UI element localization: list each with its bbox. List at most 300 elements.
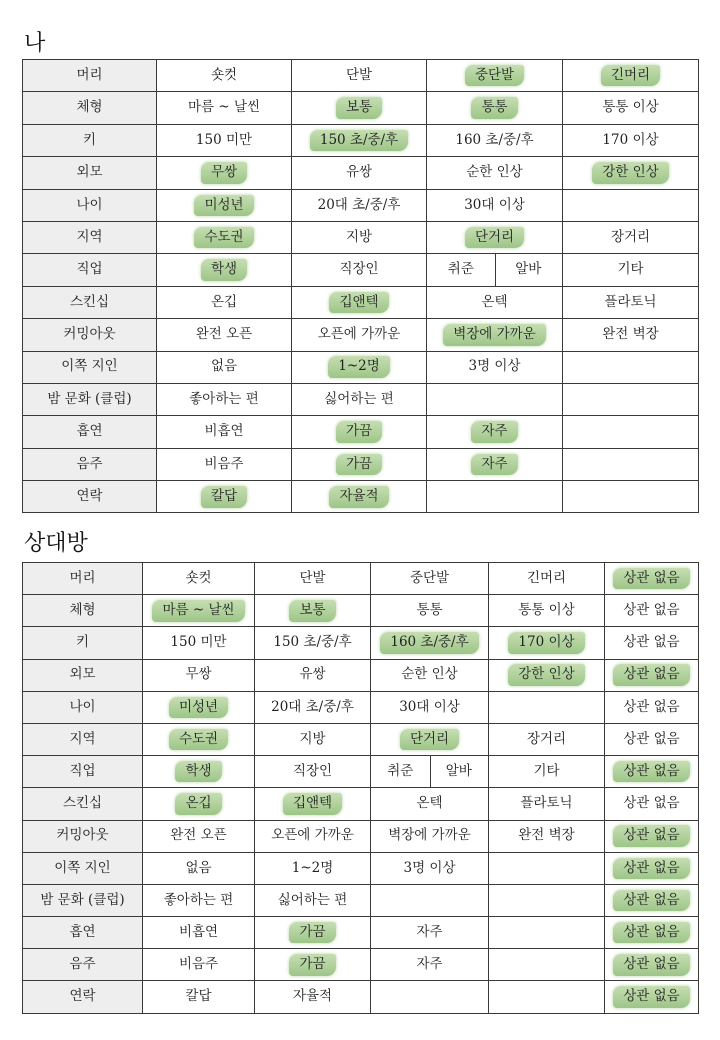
empty-cell bbox=[371, 884, 489, 916]
option-cell-selected bbox=[157, 254, 292, 286]
option-cell bbox=[157, 60, 292, 92]
highlighted-option-text: 칼답 bbox=[201, 486, 247, 508]
highlighted-option-text: 강한 인상 bbox=[508, 664, 584, 686]
row-label: 체형 bbox=[23, 595, 143, 627]
split-option-half bbox=[427, 254, 496, 285]
option-cell bbox=[563, 319, 699, 351]
option-text: 자주 bbox=[416, 956, 443, 973]
option-cell-selected bbox=[605, 659, 699, 691]
section-title-partner: 상대방 bbox=[24, 531, 88, 556]
option-cell-selected bbox=[143, 595, 255, 627]
option-text: 알바 bbox=[445, 762, 472, 779]
row-label: 음주 bbox=[23, 448, 157, 480]
option-cell-selected bbox=[489, 659, 605, 691]
option-cell-selected bbox=[427, 319, 563, 351]
option-cell-selected bbox=[427, 60, 563, 92]
option-cell-selected bbox=[427, 416, 563, 448]
highlighted-option-text: 미성년 bbox=[194, 195, 253, 217]
option-cell bbox=[143, 949, 255, 981]
table-row bbox=[23, 221, 699, 253]
option-text: 장거리 bbox=[526, 730, 567, 747]
highlighted-option-text: 단거리 bbox=[400, 729, 459, 751]
option-text: 좋아하는 편 bbox=[189, 390, 259, 407]
option-cell bbox=[427, 351, 563, 383]
table-row bbox=[23, 481, 699, 513]
option-text: 온텍 bbox=[481, 293, 508, 310]
option-cell bbox=[605, 788, 699, 820]
option-cell-selected bbox=[157, 221, 292, 253]
option-cell bbox=[563, 286, 699, 318]
table-row bbox=[23, 254, 699, 286]
section-title-me: 나 bbox=[24, 31, 46, 56]
highlighted-option-text: 미성년 bbox=[169, 697, 228, 719]
option-cell-selected bbox=[605, 756, 699, 788]
option-cell bbox=[371, 691, 489, 723]
empty-cell bbox=[563, 416, 699, 448]
empty-cell bbox=[489, 884, 605, 916]
option-cell-selected bbox=[292, 124, 427, 156]
split-option-half bbox=[495, 254, 563, 285]
option-text: 상관 없음 bbox=[623, 602, 680, 619]
option-cell bbox=[157, 286, 292, 318]
table-row bbox=[23, 351, 699, 383]
empty-cell bbox=[489, 852, 605, 884]
option-cell bbox=[489, 563, 605, 595]
option-cell bbox=[605, 723, 699, 755]
highlighted-option-text: 온깁 bbox=[175, 793, 221, 815]
option-cell-selected bbox=[427, 448, 563, 480]
table-row bbox=[23, 92, 699, 124]
profile-table-partner bbox=[22, 562, 699, 1014]
row-label: 머리 bbox=[23, 60, 157, 92]
option-cell bbox=[371, 788, 489, 820]
table-row bbox=[23, 884, 699, 916]
option-text: 완전 오픈 bbox=[170, 827, 227, 844]
option-cell bbox=[143, 563, 255, 595]
table-row bbox=[23, 949, 699, 981]
option-text: 마름 ~ 날씬 bbox=[187, 99, 261, 116]
option-text: 취준 bbox=[447, 261, 474, 278]
highlighted-option-text: 150 초/중/후 bbox=[310, 130, 408, 152]
option-text: 통통 이상 bbox=[602, 99, 659, 116]
table-row bbox=[23, 60, 699, 92]
option-cell-selected bbox=[292, 92, 427, 124]
option-cell bbox=[143, 659, 255, 691]
option-text: 통통 이상 bbox=[518, 602, 575, 619]
option-cell bbox=[292, 319, 427, 351]
option-text: 상관 없음 bbox=[623, 730, 680, 747]
option-cell-selected bbox=[427, 92, 563, 124]
table-row bbox=[23, 595, 699, 627]
option-cell-selected bbox=[292, 481, 427, 513]
highlighted-option-text: 보통 bbox=[289, 600, 335, 622]
option-cell-selected bbox=[489, 627, 605, 659]
option-cell bbox=[427, 124, 563, 156]
option-cell-selected bbox=[143, 788, 255, 820]
option-text: 20대 초/중/후 bbox=[317, 196, 401, 213]
option-cell bbox=[157, 416, 292, 448]
option-cell bbox=[157, 351, 292, 383]
split-option-half bbox=[371, 756, 431, 787]
option-text: 벽장에 가까운 bbox=[388, 827, 471, 844]
option-cell-selected bbox=[157, 481, 292, 513]
option-cell bbox=[255, 852, 371, 884]
option-cell bbox=[489, 788, 605, 820]
option-text: 칼답 bbox=[185, 988, 212, 1005]
row-label: 지역 bbox=[23, 221, 157, 253]
option-text: 중단발 bbox=[409, 569, 450, 586]
option-cell bbox=[255, 563, 371, 595]
empty-cell bbox=[371, 981, 489, 1013]
empty-cell bbox=[489, 949, 605, 981]
option-text: 지방 bbox=[345, 228, 373, 245]
highlighted-option-text: 중단발 bbox=[465, 65, 524, 87]
highlighted-option-text: 통통 bbox=[471, 97, 517, 119]
option-text: 3명 이상 bbox=[403, 859, 456, 876]
table-row bbox=[23, 124, 699, 156]
option-cell bbox=[371, 563, 489, 595]
option-cell bbox=[427, 189, 563, 221]
highlighted-option-text: 자율적 bbox=[329, 486, 388, 508]
option-text: 온텍 bbox=[416, 795, 443, 812]
empty-cell bbox=[489, 691, 605, 723]
option-text: 긴머리 bbox=[526, 569, 567, 586]
option-text: 단발 bbox=[299, 569, 326, 586]
table-row bbox=[23, 756, 699, 788]
row-label: 밤 문화 (클럽) bbox=[23, 884, 143, 916]
option-cell-selected bbox=[605, 981, 699, 1013]
option-cell bbox=[157, 124, 292, 156]
row-label: 머리 bbox=[23, 563, 143, 595]
option-text: 단발 bbox=[345, 66, 373, 83]
option-cell bbox=[292, 60, 427, 92]
option-text: 150 초/중/후 bbox=[273, 634, 352, 651]
row-label: 나이 bbox=[23, 691, 143, 723]
highlighted-option-text: 상관 없음 bbox=[613, 890, 689, 912]
option-cell-selected bbox=[563, 60, 699, 92]
option-cell-selected bbox=[143, 756, 255, 788]
option-cell bbox=[371, 820, 489, 852]
option-cell bbox=[157, 383, 292, 415]
table-row bbox=[23, 627, 699, 659]
option-cell bbox=[563, 92, 699, 124]
row-label: 연락 bbox=[23, 981, 143, 1013]
option-cell bbox=[563, 221, 699, 253]
option-cell bbox=[489, 595, 605, 627]
option-cell bbox=[292, 157, 427, 189]
option-cell bbox=[255, 981, 371, 1013]
empty-cell bbox=[489, 917, 605, 949]
empty-cell bbox=[563, 383, 699, 415]
row-label: 나이 bbox=[23, 189, 157, 221]
empty-cell bbox=[563, 481, 699, 513]
option-text: 30대 이상 bbox=[399, 698, 460, 715]
row-label: 스킨십 bbox=[23, 286, 157, 318]
option-cell bbox=[255, 627, 371, 659]
option-cell bbox=[427, 286, 563, 318]
option-cell bbox=[255, 691, 371, 723]
option-cell bbox=[143, 820, 255, 852]
highlighted-option-text: 단거리 bbox=[465, 227, 524, 249]
option-text: 160 초/중/후 bbox=[455, 131, 534, 148]
highlighted-option-text: 170 이상 bbox=[508, 632, 584, 654]
option-cell bbox=[371, 949, 489, 981]
option-text: 좋아하는 편 bbox=[163, 891, 234, 908]
highlighted-option-text: 상관 없음 bbox=[613, 922, 689, 944]
option-cell-selected bbox=[292, 286, 427, 318]
option-text: 150 미만 bbox=[195, 131, 253, 148]
option-text: 플라토닉 bbox=[520, 795, 573, 812]
highlighted-option-text: 상관 없음 bbox=[613, 954, 689, 976]
option-cell bbox=[427, 157, 563, 189]
option-cell bbox=[157, 448, 292, 480]
table-row bbox=[23, 852, 699, 884]
option-text: 30대 이상 bbox=[464, 196, 525, 213]
option-text: 오픈에 가까운 bbox=[271, 827, 354, 844]
option-text: 숏컷 bbox=[210, 66, 238, 83]
table-row bbox=[23, 319, 699, 351]
highlighted-option-text: 가끔 bbox=[289, 922, 335, 944]
empty-cell bbox=[427, 383, 563, 415]
option-cell-selected bbox=[605, 820, 699, 852]
table-row bbox=[23, 286, 699, 318]
highlighted-option-text: 수도권 bbox=[169, 729, 228, 751]
option-cell-selected bbox=[605, 852, 699, 884]
highlighted-option-text: 학생 bbox=[175, 761, 221, 783]
option-cell bbox=[157, 319, 292, 351]
option-cell bbox=[371, 659, 489, 691]
option-text: 기타 bbox=[533, 762, 560, 779]
table-row bbox=[23, 981, 699, 1013]
option-cell bbox=[605, 595, 699, 627]
row-label: 연락 bbox=[23, 481, 157, 513]
option-cell-selected bbox=[605, 949, 699, 981]
option-cell-selected bbox=[371, 627, 489, 659]
option-text: 상관 없음 bbox=[623, 698, 680, 715]
option-text: 완전 벽장 bbox=[602, 326, 659, 343]
row-label: 외모 bbox=[23, 659, 143, 691]
row-label: 키 bbox=[23, 124, 157, 156]
option-cell-selected bbox=[255, 788, 371, 820]
highlighted-option-text: 무쌍 bbox=[201, 162, 247, 184]
highlighted-option-text: 가끔 bbox=[336, 454, 382, 476]
option-cell bbox=[371, 917, 489, 949]
split-option-cell bbox=[427, 254, 563, 286]
option-cell-selected bbox=[292, 448, 427, 480]
option-cell-selected bbox=[143, 691, 255, 723]
option-text: 자주 bbox=[416, 923, 443, 940]
option-text: 170 이상 bbox=[602, 131, 659, 148]
option-cell bbox=[143, 852, 255, 884]
highlighted-option-text: 자주 bbox=[471, 421, 517, 443]
highlighted-option-text: 긴머리 bbox=[601, 65, 660, 87]
option-text: 상관 없음 bbox=[623, 634, 680, 651]
option-text: 없음 bbox=[210, 358, 238, 375]
highlighted-option-text: 수도권 bbox=[194, 227, 253, 249]
option-text: 직장인 bbox=[339, 261, 379, 278]
option-cell bbox=[371, 595, 489, 627]
option-cell bbox=[157, 92, 292, 124]
option-text: 취준 bbox=[387, 762, 414, 779]
option-cell bbox=[292, 383, 427, 415]
option-cell bbox=[143, 917, 255, 949]
empty-cell bbox=[563, 448, 699, 480]
option-text: 완전 오픈 bbox=[195, 326, 253, 343]
option-text: 비음주 bbox=[178, 956, 219, 973]
highlighted-option-text: 가끔 bbox=[336, 421, 382, 443]
option-cell bbox=[563, 254, 699, 286]
row-label: 커밍아웃 bbox=[23, 319, 157, 351]
option-text: 장거리 bbox=[610, 228, 651, 245]
option-cell bbox=[489, 756, 605, 788]
option-cell-selected bbox=[605, 884, 699, 916]
option-text: 플라토닉 bbox=[604, 293, 657, 310]
split-option-cell bbox=[371, 756, 489, 788]
option-cell-selected bbox=[255, 949, 371, 981]
option-text: 싫어하는 편 bbox=[324, 390, 394, 407]
option-cell-selected bbox=[605, 563, 699, 595]
table-row bbox=[23, 659, 699, 691]
table-row bbox=[23, 448, 699, 480]
highlighted-option-text: 상관 없음 bbox=[613, 858, 689, 880]
table-row bbox=[23, 723, 699, 755]
option-text: 지방 bbox=[299, 730, 326, 747]
option-cell bbox=[489, 820, 605, 852]
row-label: 직업 bbox=[23, 756, 143, 788]
option-text: 직장인 bbox=[292, 762, 333, 779]
empty-cell bbox=[489, 981, 605, 1013]
option-cell bbox=[143, 627, 255, 659]
table-row bbox=[23, 917, 699, 949]
option-cell-selected bbox=[292, 351, 427, 383]
option-cell bbox=[292, 221, 427, 253]
option-cell bbox=[292, 189, 427, 221]
option-cell bbox=[605, 627, 699, 659]
option-cell bbox=[563, 124, 699, 156]
table-row bbox=[23, 189, 699, 221]
highlighted-option-text: 상관 없음 bbox=[613, 825, 689, 847]
option-cell-selected bbox=[371, 723, 489, 755]
option-cell bbox=[255, 756, 371, 788]
option-text: 무쌍 bbox=[185, 666, 212, 683]
highlighted-option-text: 1~2명 bbox=[328, 356, 390, 378]
highlighted-option-text: 마름 ~ 날씬 bbox=[152, 600, 244, 622]
option-cell bbox=[371, 852, 489, 884]
table-row bbox=[23, 820, 699, 852]
table-row bbox=[23, 157, 699, 189]
option-text: 싫어하는 편 bbox=[277, 891, 348, 908]
option-text: 숏컷 bbox=[185, 569, 212, 586]
row-label: 외모 bbox=[23, 157, 157, 189]
option-cell-selected bbox=[157, 157, 292, 189]
option-text: 자율적 bbox=[292, 988, 333, 1005]
option-cell bbox=[292, 254, 427, 286]
option-cell-selected bbox=[427, 221, 563, 253]
row-label: 체형 bbox=[23, 92, 157, 124]
row-label: 밤 문화 (클럽) bbox=[23, 383, 157, 415]
highlighted-option-text: 상관 없음 bbox=[613, 761, 689, 783]
highlighted-option-text: 보통 bbox=[336, 97, 382, 119]
table-row bbox=[23, 563, 699, 595]
highlighted-option-text: 가끔 bbox=[289, 954, 335, 976]
option-text: 1~2명 bbox=[291, 859, 334, 876]
option-text: 완전 벽장 bbox=[518, 827, 575, 844]
option-text: 유쌍 bbox=[345, 164, 373, 181]
option-text: 비음주 bbox=[204, 455, 244, 472]
option-cell-selected bbox=[255, 917, 371, 949]
empty-cell bbox=[427, 481, 563, 513]
row-label: 스킨십 bbox=[23, 788, 143, 820]
option-text: 통통 bbox=[416, 602, 443, 619]
option-text: 3명 이상 bbox=[468, 358, 521, 375]
row-label: 키 bbox=[23, 627, 143, 659]
option-cell-selected bbox=[292, 416, 427, 448]
row-label: 이쪽 지인 bbox=[23, 852, 143, 884]
highlighted-option-text: 자주 bbox=[471, 454, 517, 476]
option-cell-selected bbox=[157, 189, 292, 221]
highlighted-option-text: 상관 없음 bbox=[613, 986, 689, 1008]
option-text: 비흡연 bbox=[178, 923, 219, 940]
row-label: 음주 bbox=[23, 949, 143, 981]
split-option-half bbox=[430, 756, 489, 787]
highlighted-option-text: 160 초/중/후 bbox=[380, 632, 478, 654]
option-text: 오픈에 가까운 bbox=[317, 326, 401, 343]
option-text: 20대 초/중/후 bbox=[271, 698, 354, 715]
row-label: 이쪽 지인 bbox=[23, 351, 157, 383]
option-text: 비흡연 bbox=[204, 423, 244, 440]
highlighted-option-text: 벽장에 가까운 bbox=[443, 324, 546, 346]
profile-table-me bbox=[22, 59, 699, 513]
highlighted-option-text: 깁앤텍 bbox=[283, 793, 342, 815]
row-label: 흡연 bbox=[23, 416, 157, 448]
option-cell bbox=[489, 723, 605, 755]
option-cell bbox=[255, 659, 371, 691]
row-label: 커밍아웃 bbox=[23, 820, 143, 852]
table-row bbox=[23, 416, 699, 448]
highlighted-option-text: 학생 bbox=[201, 259, 247, 281]
option-text: 순한 인상 bbox=[466, 164, 523, 181]
option-cell bbox=[255, 884, 371, 916]
highlighted-option-text: 강한 인상 bbox=[592, 162, 668, 184]
option-text: 상관 없음 bbox=[623, 795, 680, 812]
highlighted-option-text: 상관 없음 bbox=[613, 664, 689, 686]
option-text: 기타 bbox=[617, 261, 644, 278]
option-cell-selected bbox=[563, 157, 699, 189]
empty-cell bbox=[563, 351, 699, 383]
option-text: 알바 bbox=[515, 261, 542, 278]
option-cell bbox=[255, 723, 371, 755]
option-cell bbox=[605, 691, 699, 723]
row-label: 지역 bbox=[23, 723, 143, 755]
option-cell-selected bbox=[143, 723, 255, 755]
row-label: 흡연 bbox=[23, 917, 143, 949]
highlighted-option-text: 상관 없음 bbox=[613, 568, 689, 590]
option-text: 순한 인상 bbox=[401, 666, 458, 683]
option-text: 유쌍 bbox=[299, 666, 326, 683]
option-text: 없음 bbox=[185, 859, 212, 876]
option-text: 150 미만 bbox=[170, 634, 227, 651]
table-row bbox=[23, 788, 699, 820]
option-cell bbox=[143, 981, 255, 1013]
option-text: 온깁 bbox=[210, 293, 238, 310]
empty-cell bbox=[563, 189, 699, 221]
row-label: 직업 bbox=[23, 254, 157, 286]
option-cell bbox=[255, 820, 371, 852]
table-row bbox=[23, 691, 699, 723]
option-cell-selected bbox=[605, 917, 699, 949]
table-row bbox=[23, 383, 699, 415]
highlighted-option-text: 깁앤텍 bbox=[329, 292, 388, 314]
